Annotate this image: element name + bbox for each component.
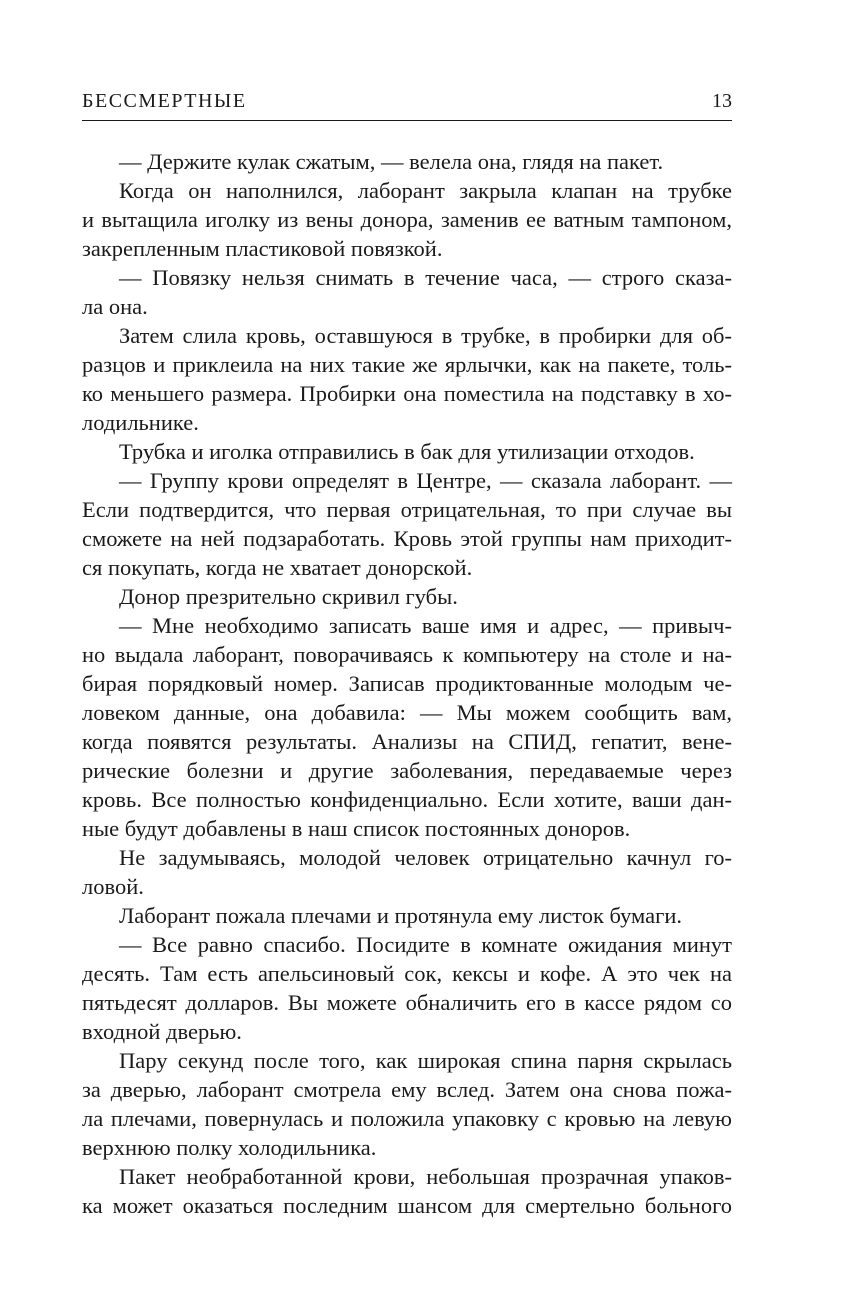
text-line: ла плечами, повернулась и положила упаковку с кровью на левую (82, 1106, 732, 1131)
running-title: БЕССМЕРТНЫЕ (82, 90, 247, 112)
text-line: Донор презрительно скривил губы. (119, 584, 458, 609)
text-line: — Держите кулак сжатым, — велела она, глядя на пакет. (119, 149, 664, 174)
text-line: закрепленным пластиковой повязкой. (82, 236, 443, 261)
text-line: Когда он наполнился, лаборант закрыла клапан на трубке (119, 178, 732, 203)
text-line: Трубка и иголка отправились в бак для утилизации отходов. (119, 439, 695, 464)
page-number: 13 (712, 90, 732, 112)
text-line: ся покупать, когда не хватает донорской. (82, 555, 473, 580)
text-line: Лаборант пожала плечами и протянула ему листок бумаги. (119, 903, 683, 928)
text-line: — Группу крови определят в Центре, — сказала лаборант. — (119, 468, 732, 493)
text-line: ко меньшего размера. Пробирки она поместила на подставку в хо- (82, 381, 732, 406)
text-line: Пакет необработанной крови, небольшая прозрачная упаков- (119, 1164, 732, 1189)
text-line: бирая порядковый номер. Записав продиктованные молодым че- (82, 671, 732, 696)
text-line: Затем слила кровь, оставшуюся в трубке, в пробирки для об- (119, 323, 732, 348)
text-line: ные будут добавлены в наш список постоянных доноров. (82, 816, 631, 841)
text-line: когда появятся результаты. Анализы на СПИД, гепатит, вене- (82, 729, 732, 754)
text-line: разцов и приклеила на них такие же ярлычки, как на пакете, толь- (82, 352, 732, 377)
text-line: Если подтвердится, что первая отрицательная, то при случае вы (82, 497, 732, 522)
text-line: — Все равно спасибо. Посидите в комнате ожидания минут (119, 932, 732, 957)
text-line: кровь. Все полностью конфиденциально. Если хотите, ваши дан- (82, 787, 732, 812)
text-line: лодильнике. (82, 410, 199, 435)
text-line: ла она. (82, 294, 148, 319)
body-text (82, 147, 732, 1220)
running-head (82, 86, 732, 121)
text-line: рические болезни и другие заболевания, передаваемые через (82, 758, 732, 783)
text-line: но выдала лаборант, поворачиваясь к компьютеру на столе и на- (82, 642, 732, 667)
text-line: и вытащила иголку из вены донора, заменив ее ватным тампоном, (82, 207, 732, 232)
text-line: Не задумываясь, молодой человек отрицательно качнул го- (119, 845, 732, 870)
text-line: Пару секунд после того, как широкая спина парня скрылась (119, 1048, 732, 1073)
text-line: за дверью, лаборант смотрела ему вслед. Затем она снова пожа- (82, 1077, 732, 1102)
text-line: ловеком данные, она добавила: — Мы можем сообщить вам, (82, 700, 732, 725)
text-line: сможете на ней подзаработать. Кровь этой группы нам приходит- (82, 526, 732, 551)
text-line: — Повязку нельзя снимать в течение часа, — строго сказа- (119, 265, 732, 290)
text-line: верхнюю полку холодильника. (82, 1135, 377, 1160)
text-line: — Мне необходимо записать ваше имя и адрес, — привыч- (119, 613, 732, 638)
text-line: пятьдесят долларов. Вы можете обналичить его в кассе рядом со (82, 990, 732, 1015)
text-line: входной дверью. (82, 1019, 242, 1044)
text-line: ловой. (82, 874, 144, 899)
text-line: ка может оказаться последним шансом для смертельно больного (82, 1193, 732, 1218)
text-line: десять. Там есть апельсиновый сок, кексы и кофе. А это чек на (82, 961, 732, 986)
